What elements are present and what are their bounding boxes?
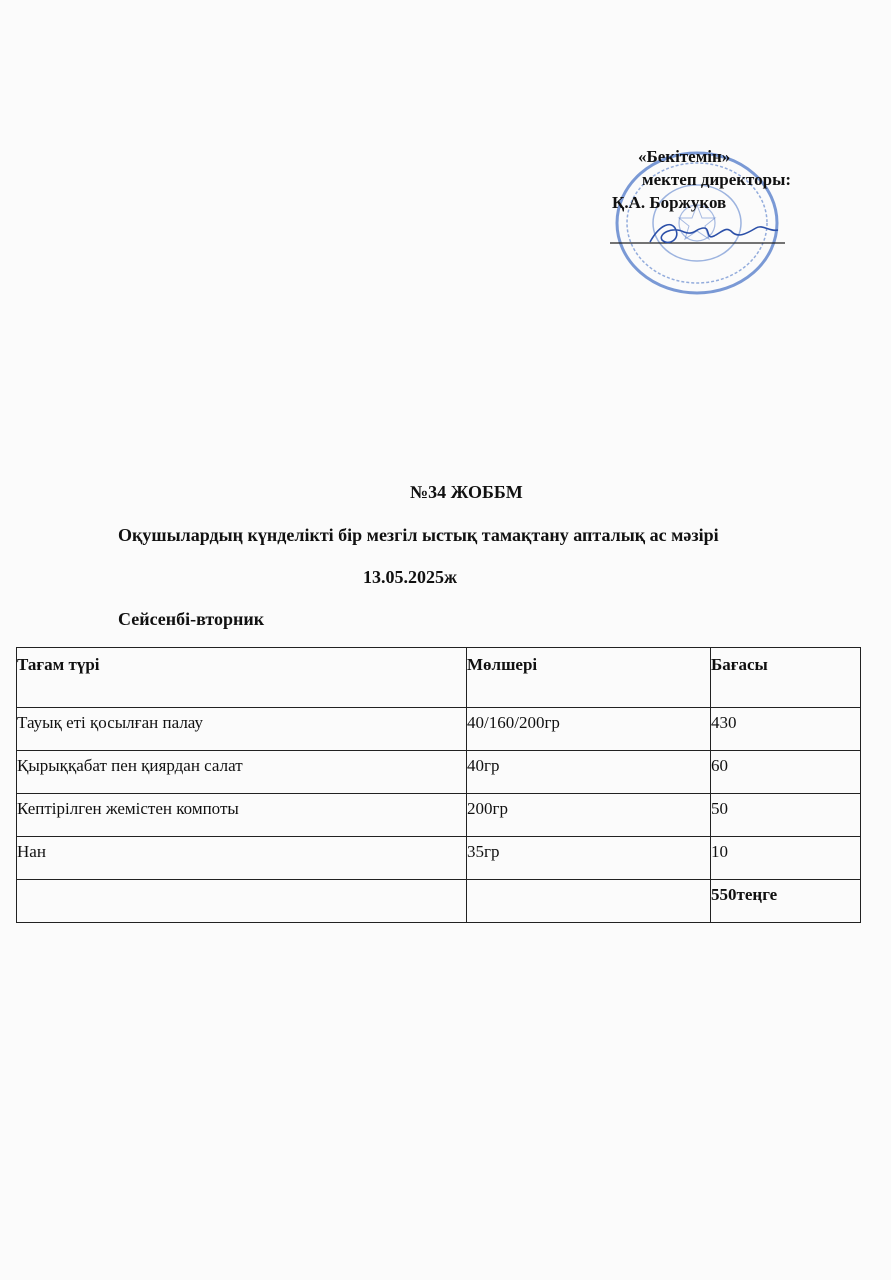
menu-date: 13.05.2025ж: [363, 567, 458, 587]
table-header-row: [17, 648, 861, 708]
approval-title: «Бекітемін»: [638, 147, 731, 166]
table-row: [17, 794, 861, 837]
total-row: [17, 880, 861, 923]
column-quantity: Мөлшері: [467, 648, 711, 708]
table-row: [17, 708, 861, 751]
price-cell: 430: [711, 708, 861, 751]
dish-cell: Нан: [17, 837, 467, 880]
price-cell: 60: [711, 751, 861, 794]
dish-cell: Қырыққабат пен қиярдан салат: [17, 751, 467, 794]
column-price: Бағасы: [711, 648, 861, 708]
page-title: Оқушылардың күнделікті бір мезгіл ыстық тамақтану апталық ас мәзірі: [118, 525, 719, 545]
price-cell: 50: [711, 794, 861, 837]
empty-cell: [17, 880, 467, 923]
quantity-cell: 35гр: [467, 837, 711, 880]
approval-role: мектеп директоры:: [642, 170, 792, 189]
table-row: [17, 751, 861, 794]
weekday: Сейсенбі-вторник: [118, 609, 265, 629]
table-row: [17, 837, 861, 880]
signature: [610, 216, 790, 252]
quantity-cell: 200гр: [467, 794, 711, 837]
dish-cell: Кептірілген жемістен компоты: [17, 794, 467, 837]
quantity-cell: 40гр: [467, 751, 711, 794]
dish-cell: Тауық еті қосылған палау: [17, 708, 467, 751]
price-cell: 10: [711, 837, 861, 880]
column-dish: Тағам түрі: [17, 648, 467, 708]
director-name: Қ.А. Боржуков: [612, 193, 727, 212]
school-name: №34 ЖОББМ: [410, 482, 523, 502]
approval-block: [606, 138, 846, 308]
quantity-cell: 40/160/200гр: [467, 708, 711, 751]
total-price: 550теңге: [711, 880, 861, 923]
menu-table: [16, 647, 861, 923]
empty-cell: [467, 880, 711, 923]
